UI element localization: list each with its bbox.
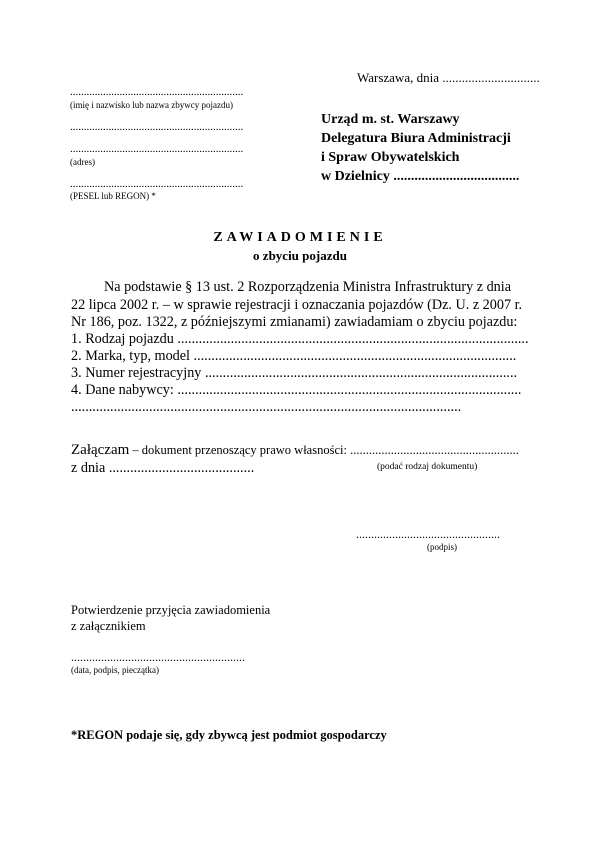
attachment-date-field: z dnia ......................................... [71, 460, 255, 476]
buyer-data-field-continued: .............................................................................................................. [71, 399, 462, 415]
vehicle-make-field: 2. Marka, typ, model ........................................................................................... [71, 348, 517, 364]
confirmation-caption: (data, podpis, pieczątka) [71, 665, 159, 675]
intro-line-3: Nr 186, poz. 1322, z późniejszymi zmianami) zawiadamiam o zbyciu pojazdu: [71, 314, 518, 330]
vehicle-type-field: 1. Rodzaj pojazdu ................................................................................................... [71, 331, 529, 347]
attachment-text: – dokument przenoszący prawo własności: [129, 443, 351, 457]
place-date: Warszawa, dnia .............................. [357, 70, 540, 85]
registration-number-field: 3. Numer rejestracyjny ........................................................................................ [71, 365, 518, 381]
sender-address-caption: (adres) [70, 157, 95, 167]
document-subtitle: o zbyciu pojazdu [253, 248, 347, 263]
intro-line-1: Na podstawie § 13 ust. 2 Rozporządzenia Ministra Infrastruktury z dnia [104, 279, 511, 295]
recipient-line: Urząd m. st. Warszawy [321, 112, 460, 127]
attachment-line [71, 441, 519, 459]
attachment-dots: ...................................................... [350, 443, 519, 457]
sender-name-caption: (imię i nazwisko lub nazwa zbywcy pojazdu) [70, 100, 233, 110]
signature-field: ................................................ [356, 527, 500, 541]
confirmation-line-1: Potwierdzenie przyjęcia zawiadomienia [71, 603, 271, 617]
attachment-doc-caption: (podać rodzaj dokumentu) [377, 462, 478, 472]
buyer-data-field: 4. Dane nabywcy: ................................................................................................. [71, 382, 522, 398]
confirmation-dots: .......................................................... [71, 650, 245, 664]
recipient-address [321, 110, 519, 186]
confirmation-line-2: z załącznikiem [71, 619, 146, 633]
intro-line-2: 22 lipca 2002 r. – w sprawie rejestracji i oznaczania pojazdów (Dz. U. z 2007 r. [71, 297, 523, 313]
sender-pesel-field: ............................................................... [70, 178, 244, 190]
sender-address-field-2: ............................................................... [70, 143, 244, 155]
sender-address-field-1: ............................................................... [70, 121, 244, 133]
recipient-line: i Spraw Obywatelskich [321, 150, 460, 165]
sender-pesel-caption: (PESEL lub REGON) * [70, 191, 156, 201]
document-title: ZAWIADOMIENIE [213, 230, 387, 245]
sender-name-field: ............................................................... [70, 86, 244, 98]
recipient-line: Delegatura Biura Administracji [321, 131, 511, 146]
recipient-line: w Dzielnicy .................................... [321, 169, 520, 184]
attachment-label: Załączam [71, 442, 130, 458]
signature-caption: (podpis) [427, 542, 457, 552]
footnote: *REGON podaje się, gdy zbywcą jest podmiot gospodarczy [71, 728, 387, 742]
